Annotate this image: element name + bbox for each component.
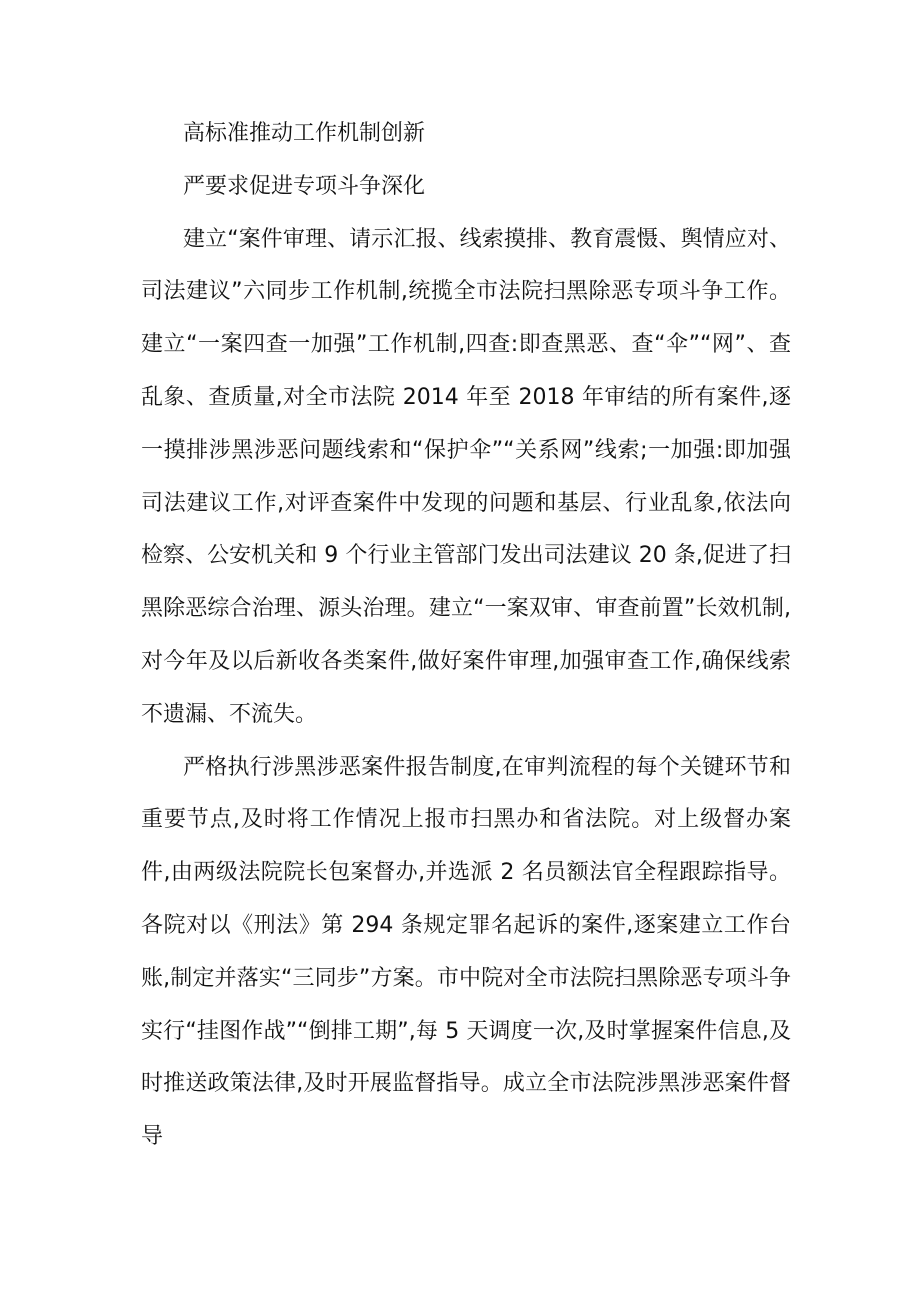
heading-line-2: 严要求促进专项斗争深化	[183, 173, 426, 199]
paragraph-2: 严格执行涉黑涉恶案件报告制度,在审判流程的每个关键环节和重要节点,及时将工作情况上报市扫黑办和省法院。对上级督办案件,由两级法院院长包案督办,并选派 2 名员额法官全程跟踪指导。各院对以《刑法》第 294 条规定罪名起诉的案件,逐案建立工作台账,制定并落实“三同步”方案。市中院对全市法院扫黑除恶专项斗争实行“挂图作战”“倒排工期”,每 5 天调度一次,及时掌握案件信息,及时推送政策法律,及时开展监督指导。成立全市法院涉黑涉恶案件督导	[141, 754, 791, 1150]
paragraph-1: 建立“案件审理、请示汇报、线索摸排、教育震慑、舆情应对、司法建议”六同步工作机制,统揽全市法院扫黑除恶专项斗争工作。建立“一案四查一加强”工作机制,四查:即查黑恶、查“伞”“网”、查乱象、查质量,对全市法院 2014 年至 2018 年审结的所有案件,逐一摸排涉黑涉恶问题线索和“保护伞”“关系网”线索;一加强:即加强司法建议工作,对评查案件中发现的问题和基层、行业乱象,依法向检察、公安机关和 9 个行业主管部门发出司法建议 20 条,促进了扫黑除恶综合治理、源头治理。建立“一案双审、审查前置”长效机制,对今年及以后新收各类案件,做好案件审理,加强审查工作,确保线索不遗漏、不流失。	[141, 226, 791, 727]
heading-line-1: 高标准推动工作机制创新	[183, 121, 426, 146]
document-body	[141, 108, 791, 1164]
